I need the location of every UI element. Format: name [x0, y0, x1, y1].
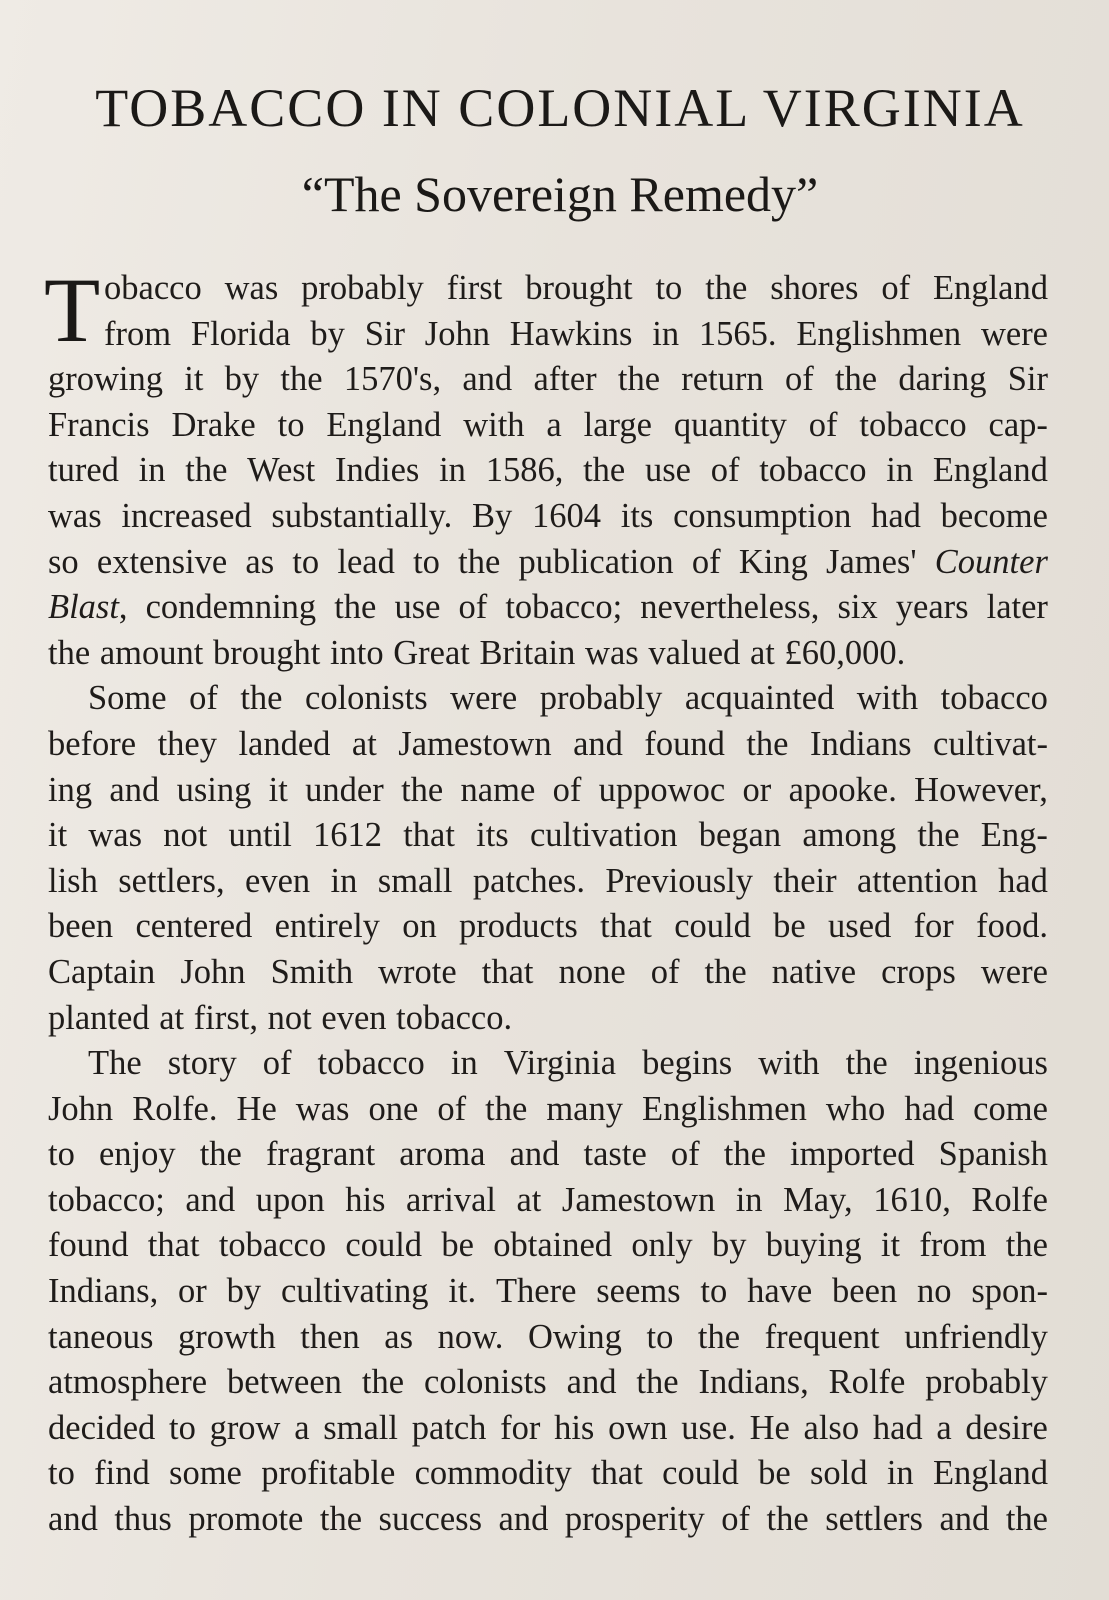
- text-line: obacco was probably first brought to the shores of England: [104, 269, 1048, 307]
- text-line: taneous growth then as now. Owing to the frequent unfriendly: [48, 1317, 1048, 1356]
- drop-cap: T: [44, 259, 101, 361]
- text-line: was increased substantially. By 1604 its consumption had become: [48, 496, 1048, 535]
- text-line: so extensive as to lead to the publication of King James' Counter: [48, 542, 1048, 581]
- text-line: Francis Drake to England with a large quantity of tobacco cap-: [48, 405, 1048, 444]
- text-line: before they landed at Jamestown and found the Indians cultivat-: [48, 724, 1048, 763]
- text-line: lish settlers, even in small patches. Previously their attention had: [48, 861, 1048, 900]
- text-lines: [48, 266, 1048, 1543]
- text-line: Indians, or by cultivating it. There seems to have been no spon-: [48, 1272, 1048, 1311]
- text-line: to enjoy the fragrant aroma and taste of the imported Spanish: [48, 1135, 1048, 1174]
- text-line: from Florida by Sir John Hawkins in 1565. Englishmen were: [104, 314, 1048, 353]
- text-line: John Rolfe. He was one of the many Englishmen who had come: [48, 1089, 1048, 1128]
- text-line: it was not until 1612 that its cultivation began among the Eng-: [48, 816, 1048, 855]
- text-line: to find some profitable commodity that could be sold in England: [48, 1454, 1048, 1493]
- text-line: growing it by the 1570's, and after the return of the daring Sir: [48, 360, 1048, 399]
- text-line: the amount brought into Great Britain was valued at £60,000.: [48, 633, 906, 672]
- text-line: decided to grow a small patch for his own use. He also had a desire: [48, 1408, 1048, 1447]
- page-subtitle: “The Sovereign Remedy”: [301, 166, 819, 222]
- text-line: Captain John Smith wrote that none of the native crops were: [48, 952, 1048, 991]
- text-line: Some of the colonists were probably acquainted with tobacco: [88, 679, 1048, 718]
- text-line: been centered entirely on products that could be used for food.: [48, 907, 1048, 946]
- text-line: ing and using it under the name of uppowoc or apooke. However,: [48, 770, 1048, 809]
- text-line: Blast, condemning the use of tobacco; nevertheless, six years later: [48, 588, 1048, 627]
- text-line: planted at first, not even tobacco.: [48, 998, 513, 1037]
- page-title: TOBACCO IN COLONIAL VIRGINIA: [95, 78, 1025, 138]
- text-line: tobacco; and upon his arrival at Jamestown in May, 1610, Rolfe: [48, 1180, 1048, 1219]
- body-text: [44, 259, 1048, 1543]
- text-line: tured in the West Indies in 1586, the use of tobacco in England: [48, 451, 1048, 490]
- text-line: atmosphere between the colonists and the Indians, Rolfe probably: [48, 1363, 1048, 1402]
- text-line: The story of tobacco in Virginia begins with the ingenious: [88, 1044, 1048, 1083]
- text-line: found that tobacco could be obtained only by buying it from the: [48, 1226, 1048, 1265]
- text-line: and thus promote the success and prosperity of the settlers and the: [48, 1500, 1048, 1539]
